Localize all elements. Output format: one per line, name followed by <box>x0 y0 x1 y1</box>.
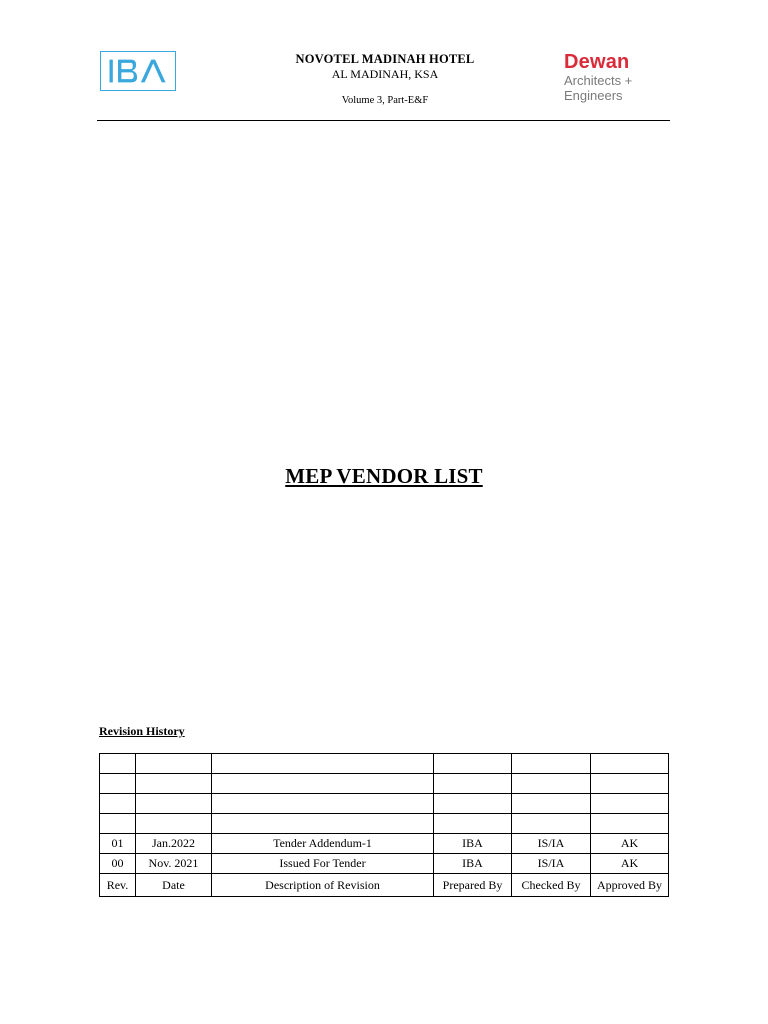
rev-number-cell: 00 <box>100 854 136 874</box>
table-cell <box>136 774 212 794</box>
table-cell <box>434 774 512 794</box>
dewan-logo-line2: Engineers <box>564 88 623 103</box>
table-row <box>100 794 669 814</box>
rev-prepared-cell: IBA <box>434 854 512 874</box>
table-cell <box>434 794 512 814</box>
rev-checked-cell: IS/IA <box>512 834 591 854</box>
column-header-checked-by: Checked By <box>512 874 591 897</box>
table-cell <box>591 814 669 834</box>
column-header-rev: Rev. <box>100 874 136 897</box>
table-cell <box>512 754 591 774</box>
table-cell <box>591 794 669 814</box>
column-header-prepared-by: Prepared By <box>434 874 512 897</box>
table-cell <box>100 814 136 834</box>
iba-logo <box>100 51 176 91</box>
rev-description-cell: Issued For Tender <box>212 854 434 874</box>
table-cell <box>591 754 669 774</box>
table-header-row <box>100 874 669 897</box>
dewan-logo-line1: Architects + <box>564 73 633 88</box>
rev-number-cell: 01 <box>100 834 136 854</box>
column-header-description: Description of Revision <box>212 874 434 897</box>
table-cell <box>136 754 212 774</box>
revision-history-table <box>99 753 669 897</box>
table-cell <box>212 814 434 834</box>
table-cell <box>512 774 591 794</box>
table-cell <box>591 774 669 794</box>
rev-approved-cell: AK <box>591 834 669 854</box>
table-cell <box>212 794 434 814</box>
project-title: NOVOTEL MADINAH HOTEL <box>295 52 475 66</box>
rev-prepared-cell: IBA <box>434 834 512 854</box>
table-cell <box>434 814 512 834</box>
table-row <box>100 854 669 874</box>
table-cell <box>100 774 136 794</box>
rev-approved-cell: AK <box>591 854 669 874</box>
table-cell <box>100 754 136 774</box>
table-cell <box>136 794 212 814</box>
revision-history-heading: Revision History <box>99 724 185 738</box>
table-cell <box>512 814 591 834</box>
table-row <box>100 774 669 794</box>
table-cell <box>100 794 136 814</box>
project-location: AL MADINAH, KSA <box>331 67 439 81</box>
table-row <box>100 814 669 834</box>
column-header-date: Date <box>136 874 212 897</box>
table-cell <box>212 754 434 774</box>
header-center <box>240 52 530 107</box>
table-row <box>100 834 669 854</box>
header-divider <box>97 120 670 121</box>
volume-label: Volume 3, Part-E&F <box>341 95 429 106</box>
document-title: MEP VENDOR LIST <box>285 464 483 488</box>
dewan-logo-name: Dewan <box>564 51 630 73</box>
table-cell <box>434 754 512 774</box>
rev-checked-cell: IS/IA <box>512 854 591 874</box>
table-cell <box>512 794 591 814</box>
column-header-approved-by: Approved By <box>591 874 669 897</box>
table-row <box>100 754 669 774</box>
rev-date-cell: Nov. 2021 <box>136 854 212 874</box>
table-cell <box>136 814 212 834</box>
rev-description-cell: Tender Addendum-1 <box>212 834 434 854</box>
table-cell <box>212 774 434 794</box>
dewan-logo <box>564 51 674 103</box>
iba-logo-mark <box>101 52 175 90</box>
rev-date-cell: Jan.2022 <box>136 834 212 854</box>
